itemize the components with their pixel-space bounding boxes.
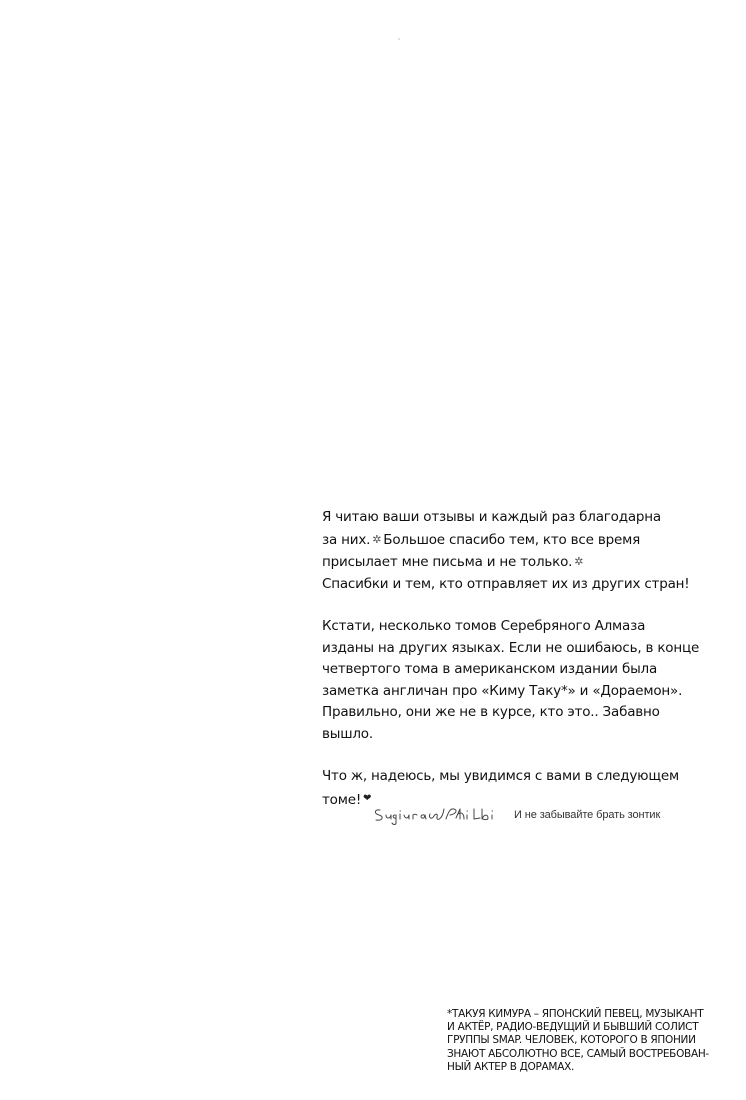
letter-line: четвертого тома в американском издании была (322, 661, 658, 677)
footnote-line: НЫЙ АКТЕР В ДОРАМАХ. (447, 1060, 575, 1073)
star-icon: ✲ (372, 532, 382, 546)
footnote-line: ЗНАЮТ АБСОЛЮТНО ВСЕ, САМЫЙ ВОСТРЕБОВАН- (447, 1047, 709, 1060)
heart-icon: ❤ (363, 792, 372, 804)
footnote-line: *ТАКУЯ КИМУРА – ЯПОНСКИЙ ПЕВЕЦ, МУЗЫКАНТ (447, 1008, 704, 1020)
letter-line-text: присылает мне письма и не только. (322, 554, 573, 570)
footnote (447, 1008, 743, 1074)
letter-line: Спасибки и тем, кто отправляет их из других стран! (322, 575, 690, 592)
letter-paragraph-2 (322, 616, 740, 745)
author-letter (322, 507, 740, 811)
letter-line (322, 551, 740, 574)
letter-line: Я читаю ваши отзывы и каждый раз благодарна (322, 509, 662, 525)
footnote-line: И АКТЁР, РАДИО-ВЕДУЩИЙ И БЫВШИЙ СОЛИСТ (447, 1021, 699, 1034)
letter-paragraph-1 (322, 507, 740, 595)
postscript-text: И не забывайте брать зонтик (514, 809, 661, 821)
letter-line: Кстати, несколько томов Серебряного Алмаза (322, 618, 646, 634)
letter-line-text: за них. (322, 531, 371, 548)
scan-speck (398, 38, 400, 40)
letter-line: Что ж, надеюсь, мы увидимся с вами в следующем (322, 768, 679, 784)
footnote-line: ГРУППЫ SMAP. ЧЕЛОВЕК, КОТОРОГО В ЯПОНИИ (447, 1034, 696, 1047)
star-icon: ✲ (574, 555, 584, 568)
letter-line: заметка англичан про «Киму Таку*» и «Дораемон». (322, 682, 683, 699)
signature-row (372, 804, 744, 826)
letter-line: Правильно, они же не в курсе, кто это.. Забавно (322, 704, 660, 720)
letter-line-text: томе! (322, 791, 362, 808)
handwritten-signature (372, 804, 510, 826)
letter-line: вышло. (322, 725, 373, 742)
letter-line-text: Большое спасибо тем, кто все время (383, 531, 640, 548)
letter-line (322, 529, 740, 552)
letter-line: изданы на других языках. Если не ошибаюсь, в конце (322, 639, 700, 656)
